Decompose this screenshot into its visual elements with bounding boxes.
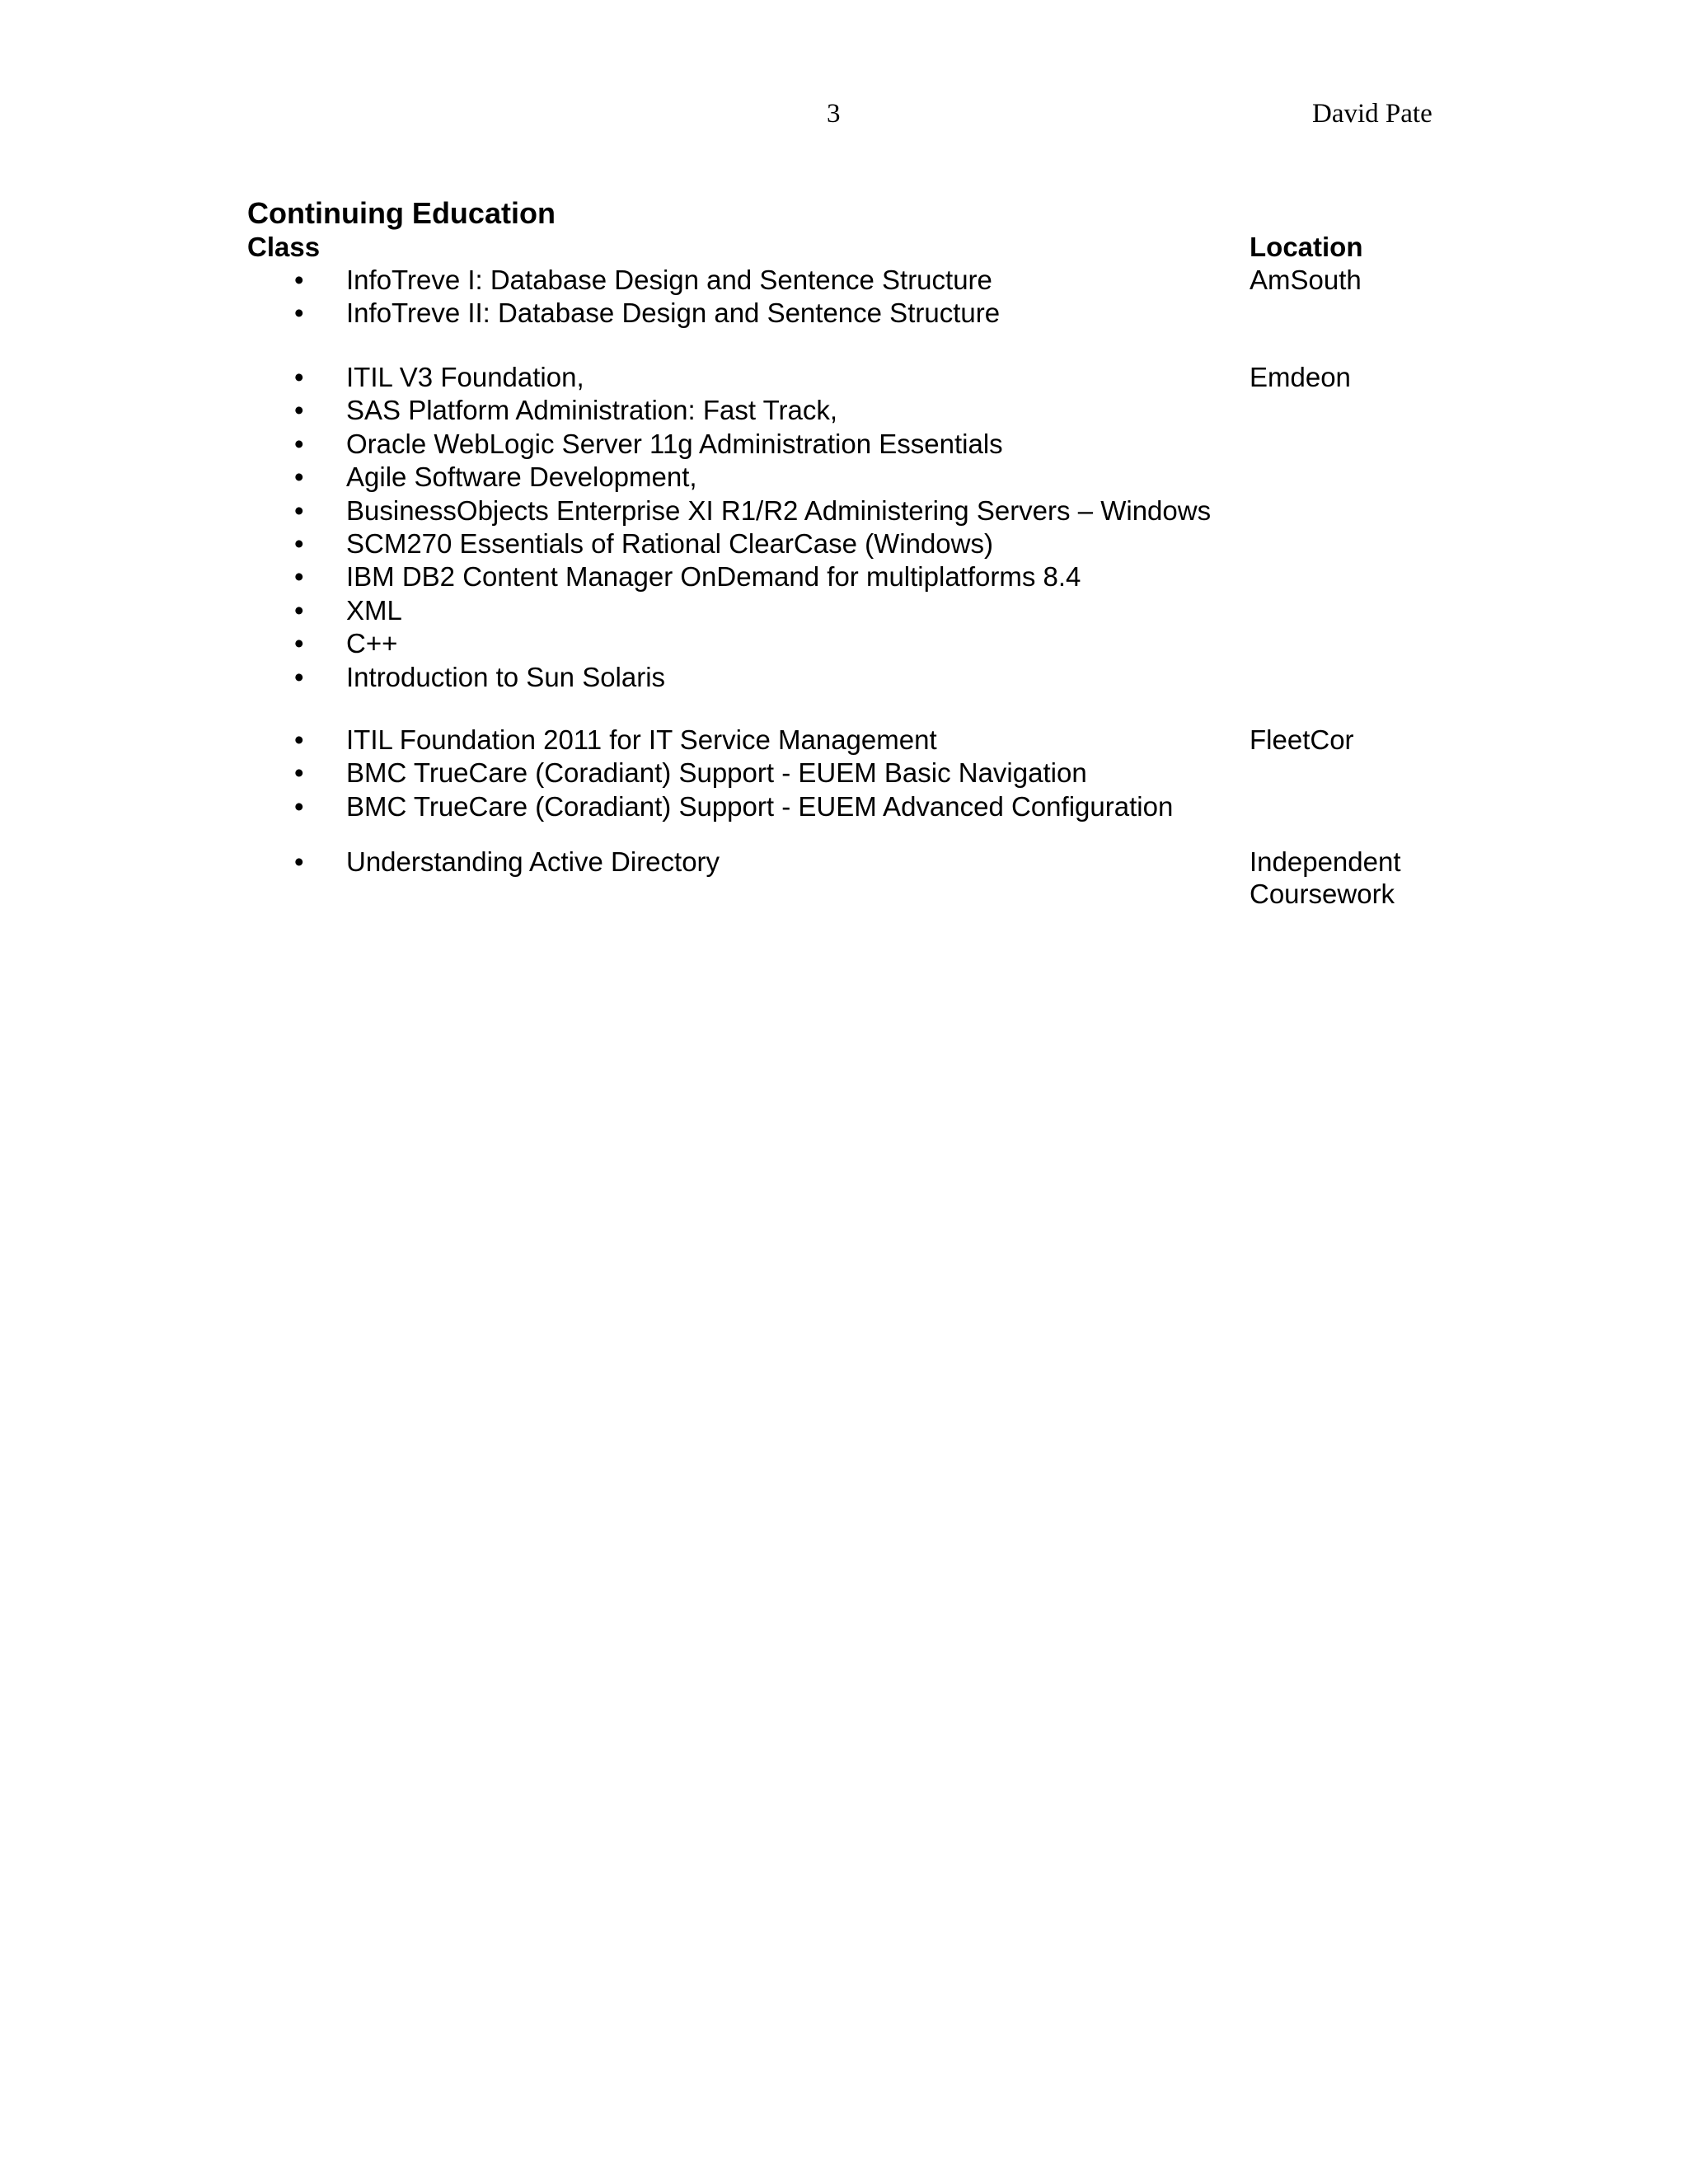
- course-name: ITIL V3 Foundation,: [346, 362, 584, 392]
- bullet-icon: •: [294, 527, 304, 559]
- bullet-icon: •: [294, 362, 304, 392]
- bullet-icon: •: [294, 757, 304, 789]
- course-name: BMC TrueCare (Coradiant) Support - EUEM Basic Navigation: [346, 757, 1087, 789]
- bullet-icon: •: [294, 395, 304, 426]
- bullet-icon: •: [294, 790, 304, 822]
- bullet-icon: •: [294, 462, 304, 493]
- bullet-icon: •: [294, 298, 304, 329]
- bullet-icon: •: [294, 846, 304, 877]
- course-name: Oracle WebLogic Server 11g Administration Essentials: [346, 428, 1003, 459]
- course-name: BMC TrueCare (Coradiant) Support - EUEM Advanced Configuration: [346, 790, 1174, 822]
- bullet-icon: •: [294, 428, 304, 459]
- bullet-icon: •: [294, 561, 304, 593]
- course-name: Introduction to Sun Solaris: [346, 661, 666, 692]
- page-number: 3: [827, 99, 841, 129]
- bullet-icon: •: [294, 594, 304, 626]
- course-name: XML: [346, 594, 402, 626]
- class-column-header: Class: [247, 232, 321, 262]
- location-column-header: Location: [1250, 232, 1363, 262]
- course-name: Understanding Active Directory: [346, 846, 720, 877]
- bullet-icon: •: [294, 628, 304, 659]
- bullet-icon: •: [294, 724, 304, 755]
- section-title: Continuing Education: [247, 196, 556, 230]
- course-name: BusinessObjects Enterprise XI R1/R2 Administering Servers – Windows: [346, 494, 1212, 526]
- course-name: C++: [346, 628, 398, 659]
- author-name: David Pate: [1312, 99, 1432, 129]
- course-name: SCM270 Essentials of Rational ClearCase (Windows): [346, 527, 993, 559]
- course-name: IBM DB2 Content Manager OnDemand for multiplatforms 8.4: [346, 561, 1081, 593]
- bullet-icon: •: [294, 494, 304, 526]
- location-independent: Independent Coursework: [1250, 846, 1401, 909]
- course-name: InfoTreve II: Database Design and Sentence Structure: [346, 298, 1001, 329]
- bullet-icon: •: [294, 265, 304, 295]
- bullet-icon: •: [294, 661, 304, 692]
- location-fleetcor: FleetCor: [1250, 724, 1354, 755]
- location-amsouth: AmSouth: [1250, 265, 1362, 295]
- course-name: Agile Software Development,: [346, 462, 697, 493]
- location-emdeon: Emdeon: [1250, 362, 1351, 392]
- course-name: ITIL Foundation 2011 for IT Service Management: [346, 724, 937, 755]
- course-name: SAS Platform Administration: Fast Track,: [346, 395, 838, 426]
- course-name: InfoTreve I: Database Design and Sentence Structure: [346, 265, 992, 295]
